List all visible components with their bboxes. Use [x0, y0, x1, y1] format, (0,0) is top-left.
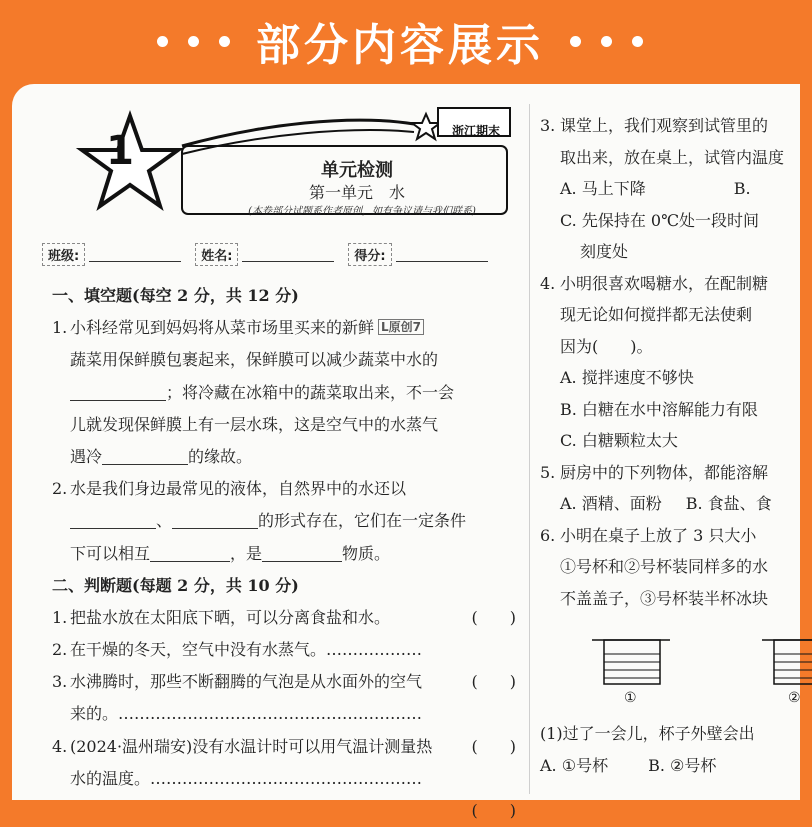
- name-input[interactable]: [242, 246, 334, 262]
- section-heading: 二、判断题(每题 2 分，共 10 分): [52, 575, 299, 595]
- question-number: 5.: [540, 462, 556, 482]
- promo-banner: [0, 0, 800, 82]
- section-heading: 一、填空题(每空 2 分，共 12 分): [52, 286, 299, 305]
- answer-blank[interactable]: [70, 383, 166, 401]
- question-line: [52, 666, 522, 698]
- question-number: 4.: [52, 736, 68, 756]
- question-text: 来的。…………………………………………………: [70, 704, 423, 724]
- page-subtitle: 第一单元 水: [308, 183, 405, 202]
- question-line: 蔬菜用保鲜膜包裹起来，保鲜膜可以减少蔬菜中水的: [70, 350, 439, 370]
- question-line: [52, 377, 522, 409]
- question-line: [52, 505, 522, 537]
- option-a[interactable]: A. 酒精、面粉: [560, 494, 662, 513]
- option-row: [540, 750, 810, 782]
- option-c[interactable]: C. 先保持在 0℃处一段时间: [560, 210, 760, 230]
- question-line: [52, 312, 522, 344]
- name-label: 姓名:: [195, 243, 238, 266]
- question-number: 4.: [540, 273, 556, 293]
- answer-blank[interactable]: [70, 511, 156, 529]
- original-stamp: L原创7: [378, 319, 424, 335]
- question-text: 把盐水放在太阳底下晒，可以分离食盐和水。: [70, 607, 391, 627]
- question-line: 因为( )。: [560, 336, 653, 356]
- question-line: [540, 457, 810, 489]
- answer-blank[interactable]: [262, 544, 342, 562]
- answer-paren[interactable]: ( ): [471, 736, 516, 756]
- dot-icon: [219, 36, 230, 47]
- score-label: 得分:: [348, 243, 391, 266]
- score-field: [348, 243, 487, 266]
- question-line: 现无论如何搅拌都无法使剩: [560, 305, 753, 324]
- question-line: (1)过了一会儿，杯子外壁会出: [540, 724, 755, 743]
- dot-icon: [157, 36, 168, 47]
- exam-paper: [12, 84, 801, 821]
- question-text: 遇冷: [70, 446, 103, 466]
- question-text: 水沸腾时，那些不断翻腾的气泡是从水面外的空气: [70, 672, 423, 692]
- beaker-icon: [552, 632, 812, 692]
- question-number: 1.: [52, 318, 68, 338]
- question-text: 物质。: [342, 543, 391, 563]
- answer-blank[interactable]: [102, 447, 188, 465]
- answer-blank[interactable]: [150, 544, 230, 562]
- banner-title: 部分内容展示: [256, 20, 544, 71]
- question-text: ，是: [230, 543, 263, 563]
- class-field: [42, 243, 181, 266]
- option-a[interactable]: A. ①号杯: [540, 755, 609, 775]
- dot-icon: [188, 36, 199, 47]
- question-line: 不盖盖子，③号杯装半杯冰块: [560, 588, 769, 608]
- question-number: 6.: [540, 525, 556, 545]
- question-line: [540, 110, 810, 142]
- answer-paren[interactable]: ( ): [471, 672, 516, 692]
- option-b[interactable]: B.: [733, 179, 751, 198]
- question-line: [540, 520, 810, 552]
- dot-icon: [601, 36, 612, 47]
- question-text: (2024·温州瑞安)没有水温计时可以用气温计测量热: [70, 736, 433, 756]
- option-b[interactable]: B. ②号杯: [648, 755, 717, 775]
- banner-dots-left: [157, 36, 230, 47]
- question-text: 水是我们身边最常见的液体，自然界中的水还以: [70, 479, 407, 499]
- unit-number: 1: [106, 128, 134, 174]
- question-line: [52, 763, 522, 821]
- question-text: 在干燥的冬天，空气中没有水蒸气。………………: [70, 640, 423, 660]
- question-line: [52, 473, 522, 505]
- question-number: 3.: [52, 672, 68, 692]
- option-c[interactable]: C. 白糖颗粒太大: [560, 431, 678, 450]
- copyright-note: (本卷部分试题系作者原创，如有争议请与我们联系): [248, 206, 476, 217]
- option-a[interactable]: A. 马上下降: [560, 179, 646, 198]
- dot-icon: [570, 36, 581, 47]
- column-divider: [529, 104, 530, 794]
- option-b[interactable]: B. 食盐、食: [685, 494, 772, 513]
- question-number: 1.: [52, 607, 68, 627]
- question-text: 的形式存在，它们在一定条件: [258, 511, 467, 531]
- answer-blank[interactable]: [172, 511, 258, 529]
- class-label: 班级:: [42, 243, 85, 266]
- question-text: 下可以相互: [70, 543, 151, 563]
- answer-paren[interactable]: ( ): [471, 607, 516, 627]
- question-number: 2.: [52, 640, 68, 660]
- beaker-figure: [552, 632, 812, 706]
- question-number: 3.: [540, 116, 556, 135]
- question-line: [540, 268, 810, 300]
- page-title: 单元检测: [321, 160, 393, 181]
- right-column-bottom: [540, 718, 810, 781]
- question-text: ；将冷藏在冰箱中的蔬菜取出来，不一会: [166, 382, 455, 402]
- question-line: [52, 731, 522, 763]
- unit-header: [72, 94, 512, 217]
- cup-label: ①: [624, 690, 637, 706]
- question-line: 取出来，放在桌上，试管内温度: [560, 147, 785, 167]
- question-number: 2.: [52, 479, 68, 499]
- student-info-row: [42, 240, 522, 268]
- question-text: 小科经常见到妈妈将从菜市场里买来的新鲜: [70, 318, 375, 338]
- option-b[interactable]: B. 白糖在水中溶解能力有限: [560, 399, 758, 419]
- question-line: ①号杯和②号杯装同样多的水: [560, 557, 769, 576]
- right-column: [540, 110, 810, 614]
- question-line: 刻度处: [580, 242, 629, 261]
- question-text: 小明很喜欢喝糖水，在配制糖: [560, 273, 769, 293]
- answer-paren[interactable]: ( ): [471, 801, 516, 821]
- question-line: [52, 441, 522, 473]
- cup-label: ②: [788, 690, 801, 706]
- question-line: [52, 538, 522, 570]
- dot-icon: [632, 36, 643, 47]
- option-a[interactable]: A. 搅拌速度不够快: [560, 368, 694, 387]
- option-row: [540, 488, 810, 520]
- question-line: [52, 602, 522, 634]
- class-input[interactable]: [89, 246, 181, 262]
- question-text: 的缘故。: [188, 446, 253, 466]
- question-text: 水的温度。……………………………………………: [70, 768, 423, 788]
- option-row: [540, 173, 810, 205]
- region-tag: 浙江期末: [452, 124, 501, 138]
- left-column: [52, 280, 522, 827]
- question-text: 课堂上，我们观察到试管里的: [560, 116, 769, 135]
- question-text: 小明在桌子上放了 3 只大小: [560, 525, 757, 545]
- question-text: 厨房中的下列物体，都能溶解: [560, 462, 769, 482]
- question-text: 、: [156, 511, 173, 531]
- score-input[interactable]: [396, 246, 488, 262]
- question-line: 儿就发现保鲜膜上有一层水珠，这是空气中的水蒸气: [70, 414, 439, 434]
- banner-dots-right: [570, 36, 643, 47]
- name-field: [195, 243, 334, 266]
